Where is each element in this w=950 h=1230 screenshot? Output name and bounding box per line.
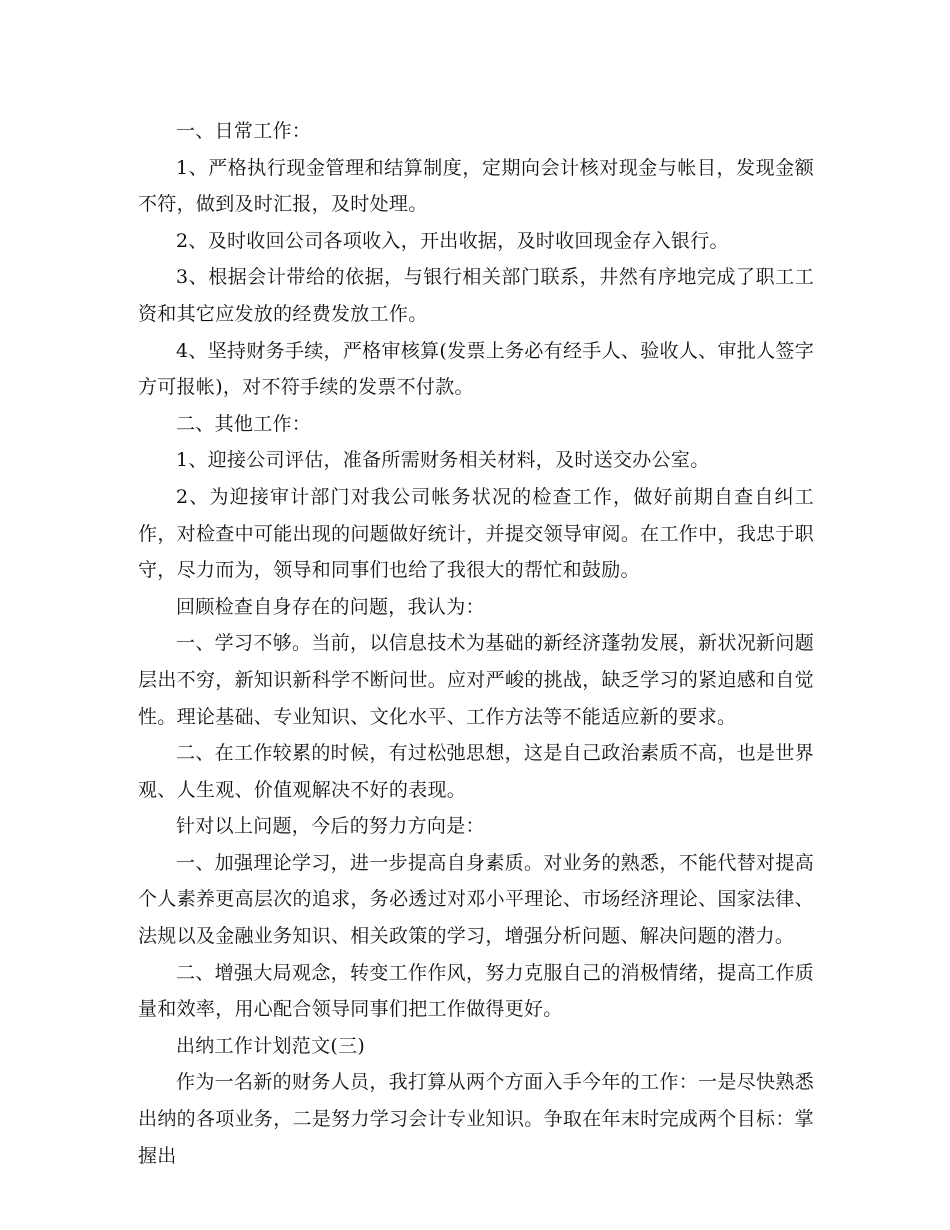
paragraph-direction-intro: 针对以上问题，今后的努力方向是： bbox=[176, 815, 485, 838]
document-body bbox=[138, 113, 814, 1174]
paragraph-plan-intro: 作为一名新的财务人员，我打算从两个方面入手今年的工作：一是尽快熟悉出纳的各项业务，二是努力学习会计专业知识。争取在年末时完成两个目标：掌握出 bbox=[138, 1071, 814, 1167]
paragraph-item-2: 2、及时收回公司各项收入，开出收据，及时收回现金存入银行。 bbox=[176, 229, 729, 252]
paragraph-direction-1: 一、加强理论学习，进一步提高自身素质。对业务的熟悉，不能代替对提高个人素养更高层次的追求，务必透过对邓小平理论、市场经济理论、国家法律、法规以及金融业务知识、相关政策的学习，增强分析问题、解决问题的潜力。 bbox=[138, 851, 814, 948]
paragraph-problem-2: 二、在工作较累的时候，有过松弛思想，这是自己政治素质不高，也是世界观、人生观、价值观解决不好的表现。 bbox=[138, 742, 814, 801]
paragraph-review-intro: 回顾检查自身存在的问题，我认为： bbox=[176, 595, 485, 618]
section-heading-daily-work: 一、日常工作： bbox=[176, 120, 312, 142]
section-title-plan-three: 出纳工作计划范文(三) bbox=[176, 1034, 366, 1057]
paragraph-item-3: 3、根据会计带给的依据，与银行相关部门联系，井然有序地完成了职工工资和其它应发放的经费发放工作。 bbox=[138, 266, 814, 325]
paragraph-item-1: 1、严格执行现金管理和结算制度，定期向会计核对现金与帐目，发现金额不符，做到及时汇报，及时处理。 bbox=[138, 156, 814, 216]
paragraph-item-4: 4、坚持财务手续，严格审核算(发票上务必有经手人、验收人、审批人签字方可报帐)，对不符手续的发票不付款。 bbox=[138, 339, 814, 399]
paragraph-other-1: 1、迎接公司评估，准备所需财务相关材料，及时送交办公室。 bbox=[176, 449, 710, 472]
paragraph-other-2: 2、为迎接审计部门对我公司帐务状况的检查工作，做好前期自查自纠工作，对检查中可能出现的问题做好统计，并提交领导审阅。在工作中，我忠于职守，尽力而为，领导和同事们也给了我很大的帮忙和鼓励。 bbox=[138, 485, 814, 582]
section-heading-other-work: 二、其他工作： bbox=[176, 412, 312, 435]
paragraph-problem-1: 一、学习不够。当前，以信息技术为基础的新经济蓬勃发展，新状况新问题层出不穷，新知识新科学不断问世。应对严峻的挑战，缺乏学习的紧迫感和自觉性。理论基础、专业知识、文化水平、工作方法等不能适应新的要求。 bbox=[138, 632, 814, 728]
paragraph-direction-2: 二、增强大局观念，转变工作作风，努力克服自己的消极情绪，提高工作质量和效率，用心配合领导同事们把工作做得更好。 bbox=[138, 961, 814, 1021]
